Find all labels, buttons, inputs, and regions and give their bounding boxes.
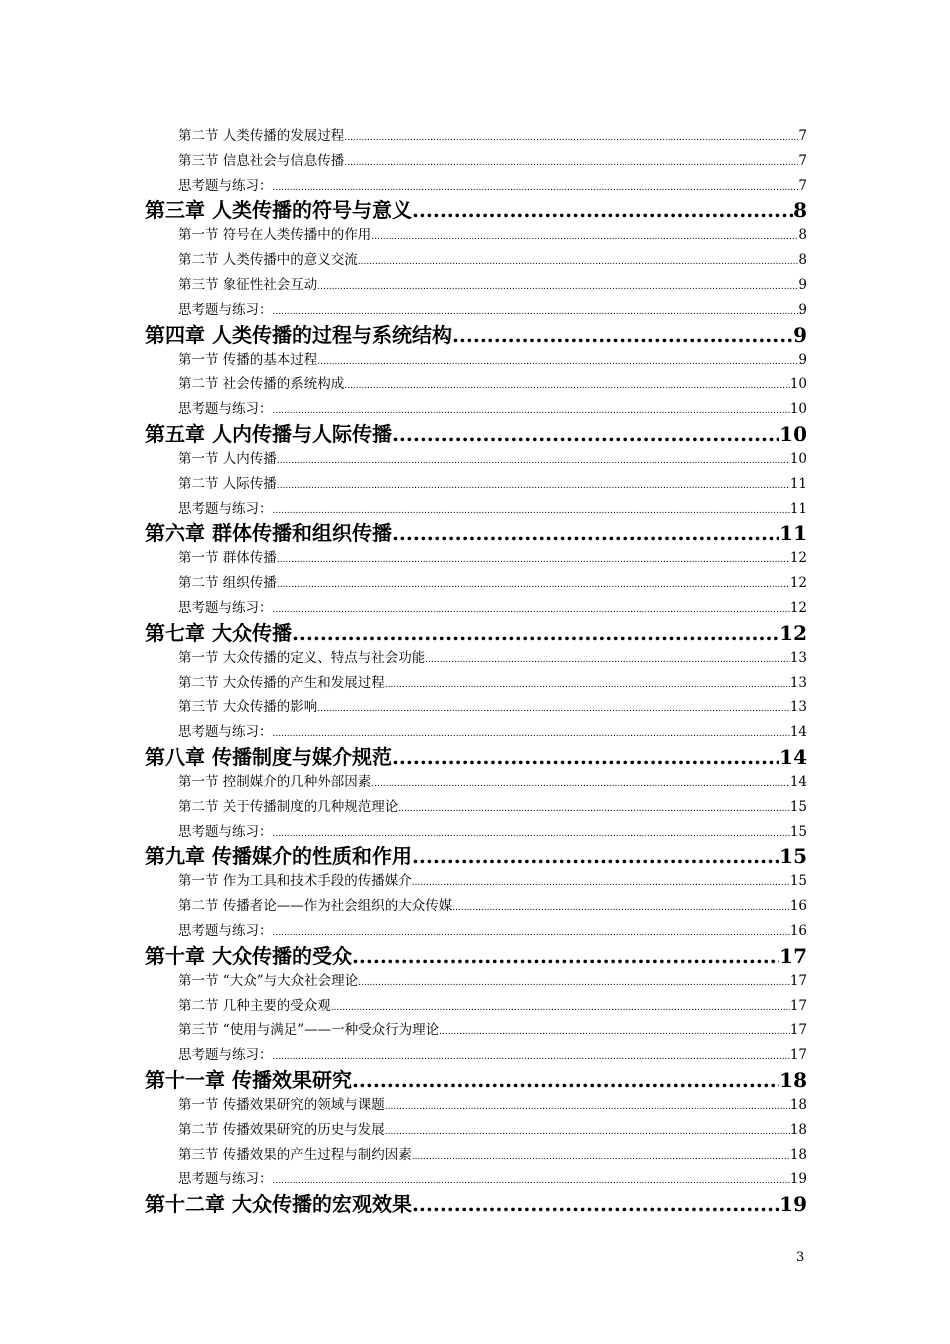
toc-entry-page: 18: [789, 1096, 807, 1113]
toc-entry-title: 第六章 群体传播和组织传播: [145, 521, 392, 546]
toc-dot-leader: [273, 399, 790, 424]
toc-entry-page: 7: [798, 128, 807, 144]
toc-entry-title: 思考题与练习：: [178, 1047, 273, 1064]
toc-entry-page: 15: [789, 873, 807, 890]
toc-section-entry[interactable]: [145, 1143, 807, 1168]
toc-entry-page: 9: [793, 322, 807, 347]
toc-entry-page: 11: [789, 475, 807, 492]
toc-dot-leader: [425, 648, 790, 673]
page-number: 3: [796, 1250, 805, 1265]
toc-dot-leader: [352, 944, 779, 969]
toc-entry-title: 第一节 群体传播: [178, 550, 277, 567]
toc-entry-title: 第二节 人类传播的发展过程: [178, 128, 345, 144]
toc-dot-leader: [371, 225, 798, 250]
toc-chapter-entry[interactable]: [145, 323, 807, 348]
toc-dot-leader: [439, 1020, 790, 1045]
toc-entry-page: 17: [789, 972, 807, 989]
toc-section-entry[interactable]: [145, 223, 807, 248]
table-of-contents: [145, 124, 807, 1217]
toc-dot-leader: [273, 1045, 790, 1070]
toc-entry-title: 思考题与练习：: [178, 301, 273, 318]
toc-dot-leader: [331, 996, 790, 1021]
toc-entry-page: 19: [789, 1171, 807, 1188]
toc-section-entry[interactable]: [145, 1167, 807, 1192]
toc-entry-title: 第一节 作为工具和技术手段的传播媒介: [178, 873, 412, 890]
toc-section-entry[interactable]: [145, 994, 807, 1019]
toc-entry-page: 10: [789, 450, 807, 467]
toc-entry-title: 第三节 传播效果的产生过程与制约因素: [178, 1146, 412, 1163]
toc-section-entry[interactable]: [145, 695, 807, 720]
toc-dot-leader: [392, 745, 779, 770]
toc-section-entry[interactable]: [145, 596, 807, 621]
toc-entry-title: 第二节 人类传播中的意义交流: [178, 252, 358, 269]
toc-dot-leader: [358, 971, 790, 996]
toc-entry-title: 第三节 象征性社会互动: [178, 276, 318, 293]
toc-dot-leader: [273, 921, 790, 946]
toc-dot-leader: [412, 198, 793, 223]
toc-entry-title: 第三节 “使用与满足”——一种受众行为理论: [178, 1022, 440, 1039]
toc-section-entry[interactable]: [145, 124, 807, 149]
toc-entry-page: 15: [779, 844, 807, 869]
toc-dot-leader: [273, 499, 790, 524]
toc-section-entry[interactable]: [145, 248, 807, 273]
toc-section-entry[interactable]: [145, 447, 807, 472]
toc-dot-leader: [273, 300, 799, 325]
toc-entry-title: 第七章 大众传播: [145, 620, 292, 645]
toc-section-entry[interactable]: [145, 869, 807, 894]
toc-dot-leader: [371, 772, 790, 797]
toc-entry-page: 9: [798, 301, 807, 318]
toc-dot-leader: [277, 474, 790, 499]
toc-dot-leader: [273, 176, 799, 201]
toc-entry-title: 思考题与练习：: [178, 1171, 273, 1188]
toc-entry-page: 14: [779, 744, 807, 769]
toc-entry-title: 第二节 关于传播制度的几种规范理论: [178, 798, 399, 815]
toc-entry-title: 思考题与练习：: [178, 401, 273, 418]
toc-dot-leader: [344, 374, 790, 399]
toc-entry-page: 15: [789, 823, 807, 840]
toc-entry-page: 17: [779, 943, 807, 968]
toc-entry-title: 第二节 大众传播的产生和发展过程: [178, 674, 385, 691]
toc-entry-page: 11: [789, 500, 807, 517]
toc-entry-title: 第一节 大众传播的定义、特点与社会功能: [178, 649, 426, 666]
toc-entry-title: 思考题与练习：: [178, 177, 273, 194]
toc-entry-title: 第八章 传播制度与媒介规范: [145, 744, 392, 769]
toc-section-entry[interactable]: [145, 1043, 807, 1068]
toc-section-entry[interactable]: [145, 820, 807, 845]
toc-entry-page: 12: [789, 550, 807, 567]
toc-dot-leader: [385, 1095, 790, 1120]
toc-chapter-entry[interactable]: [145, 422, 807, 447]
toc-dot-leader: [452, 896, 790, 921]
toc-entry-title: 思考题与练习：: [178, 922, 273, 939]
toc-dot-leader: [392, 521, 779, 546]
toc-entry-page: 8: [793, 198, 807, 223]
toc-dot-leader: [344, 126, 798, 151]
toc-entry-page: 18: [789, 1146, 807, 1163]
toc-entry-page: 12: [779, 620, 807, 645]
toc-section-entry[interactable]: [145, 1018, 807, 1043]
toc-dot-leader: [352, 1068, 779, 1093]
toc-entry-title: 第九章 传播媒介的性质和作用: [145, 844, 412, 869]
toc-dot-leader: [344, 151, 798, 176]
toc-entry-page: 9: [798, 276, 807, 293]
toc-dot-leader: [392, 422, 779, 447]
toc-entry-title: 第二节 传播者论——作为社会组织的大众传媒: [178, 898, 453, 915]
toc-chapter-entry[interactable]: [145, 621, 807, 646]
toc-entry-title: 第一节 人内传播: [178, 450, 277, 467]
toc-entry-title: 思考题与练习：: [178, 599, 273, 616]
toc-dot-leader: [412, 1192, 779, 1217]
toc-entry-page: 10: [779, 421, 807, 446]
toc-entry-title: 第五章 人内传播与人际传播: [145, 421, 392, 446]
toc-entry-page: 16: [789, 922, 807, 939]
toc-entry-page: 13: [789, 699, 807, 716]
toc-dot-leader: [317, 275, 798, 300]
toc-section-entry[interactable]: [145, 919, 807, 944]
toc-entry-page: 10: [789, 376, 807, 393]
toc-section-entry[interactable]: [145, 348, 807, 373]
toc-dot-leader: [452, 323, 793, 348]
toc-section-entry[interactable]: [145, 1118, 807, 1143]
toc-chapter-entry[interactable]: [145, 1192, 807, 1217]
toc-chapter-entry[interactable]: [145, 944, 807, 969]
toc-entry-page: 11: [779, 521, 807, 546]
toc-entry-title: 第一节 传播的基本过程: [178, 351, 318, 368]
toc-dot-leader: [277, 548, 790, 573]
toc-entry-title: 第二节 几种主要的受众观: [178, 997, 331, 1014]
toc-dot-leader: [273, 598, 790, 623]
toc-section-entry[interactable]: [145, 174, 807, 199]
toc-entry-page: 9: [798, 351, 807, 368]
toc-dot-leader: [277, 449, 790, 474]
toc-dot-leader: [277, 573, 790, 598]
toc-chapter-entry[interactable]: [145, 844, 807, 869]
toc-section-entry[interactable]: [145, 372, 807, 397]
toc-dot-leader: [273, 1169, 790, 1194]
toc-section-entry[interactable]: [145, 149, 807, 174]
toc-entry-page: 10: [789, 401, 807, 418]
toc-entry-page: 14: [789, 773, 807, 790]
toc-dot-leader: [273, 822, 790, 847]
toc-entry-page: 13: [789, 649, 807, 666]
toc-entry-title: 第四章 人类传播的过程与系统结构: [145, 322, 452, 347]
toc-entry-page: 8: [798, 227, 807, 244]
toc-section-entry[interactable]: [145, 720, 807, 745]
toc-entry-title: 第一节 控制媒介的几种外部因素: [178, 773, 372, 790]
toc-entry-title: 第二节 组织传播: [178, 575, 277, 592]
toc-entry-page: 7: [798, 152, 807, 169]
toc-section-entry[interactable]: [145, 894, 807, 919]
toc-entry-title: 思考题与练习：: [178, 724, 273, 741]
toc-entry-title: 思考题与练习：: [178, 500, 273, 517]
toc-chapter-entry[interactable]: [145, 1068, 807, 1093]
toc-entry-title: 第十一章 传播效果研究: [145, 1067, 352, 1092]
toc-section-entry[interactable]: [145, 646, 807, 671]
toc-entry-title: 第三节 信息社会与信息传播: [178, 152, 345, 169]
toc-dot-leader: [398, 797, 790, 822]
toc-entry-title: 第一节 “大众”与大众社会理论: [178, 972, 359, 989]
toc-dot-leader: [292, 621, 779, 646]
toc-section-entry[interactable]: [145, 397, 807, 422]
toc-entry-page: 12: [789, 575, 807, 592]
toc-section-entry[interactable]: [145, 671, 807, 696]
toc-chapter-entry[interactable]: [145, 745, 807, 770]
toc-entry-page: 15: [789, 798, 807, 815]
toc-section-entry[interactable]: [145, 298, 807, 323]
toc-dot-leader: [412, 844, 779, 869]
toc-entry-page: 18: [789, 1121, 807, 1138]
toc-entry-page: 16: [789, 898, 807, 915]
toc-dot-leader: [317, 697, 790, 722]
toc-entry-page: 13: [789, 674, 807, 691]
toc-dot-leader: [273, 722, 790, 747]
toc-section-entry[interactable]: [145, 1093, 807, 1118]
toc-dot-leader: [412, 1145, 790, 1170]
toc-entry-page: 14: [789, 724, 807, 741]
toc-entry-page: 12: [789, 599, 807, 616]
toc-entry-title: 第十二章 大众传播的宏观效果: [145, 1192, 412, 1217]
toc-section-entry[interactable]: [145, 571, 807, 596]
toc-entry-page: 18: [779, 1067, 807, 1092]
toc-entry-page: 7: [798, 177, 807, 194]
toc-section-entry[interactable]: [145, 770, 807, 795]
toc-section-entry[interactable]: [145, 795, 807, 820]
toc-entry-title: 第十章 大众传播的受众: [145, 943, 352, 968]
toc-entry-title: 第一节 传播效果研究的领域与课题: [178, 1096, 385, 1113]
toc-section-entry[interactable]: [145, 969, 807, 994]
toc-dot-leader: [385, 1120, 790, 1145]
toc-entry-page: 17: [789, 1047, 807, 1064]
toc-entry-title: 思考题与练习：: [178, 823, 273, 840]
toc-entry-page: 17: [789, 1022, 807, 1039]
toc-dot-leader: [412, 871, 790, 896]
toc-dot-leader: [317, 350, 798, 375]
toc-entry-title: 第三章 人类传播的符号与意义: [145, 198, 412, 223]
toc-section-entry[interactable]: [145, 472, 807, 497]
toc-entry-title: 第三节 大众传播的影响: [178, 699, 318, 716]
toc-dot-leader: [358, 250, 799, 275]
toc-dot-leader: [385, 673, 790, 698]
toc-chapter-entry[interactable]: [145, 198, 807, 223]
toc-entry-page: 8: [798, 252, 807, 269]
toc-section-entry[interactable]: [145, 497, 807, 522]
toc-chapter-entry[interactable]: [145, 521, 807, 546]
toc-entry-title: 第二节 人际传播: [178, 475, 277, 492]
toc-entry-page: 17: [789, 997, 807, 1014]
toc-section-entry[interactable]: [145, 546, 807, 571]
toc-entry-title: 第二节 传播效果研究的历史与发展: [178, 1121, 385, 1138]
toc-section-entry[interactable]: [145, 273, 807, 298]
toc-entry-title: 第一节 符号在人类传播中的作用: [178, 227, 372, 244]
toc-entry-page: 19: [779, 1192, 807, 1217]
toc-entry-title: 第二节 社会传播的系统构成: [178, 376, 345, 393]
